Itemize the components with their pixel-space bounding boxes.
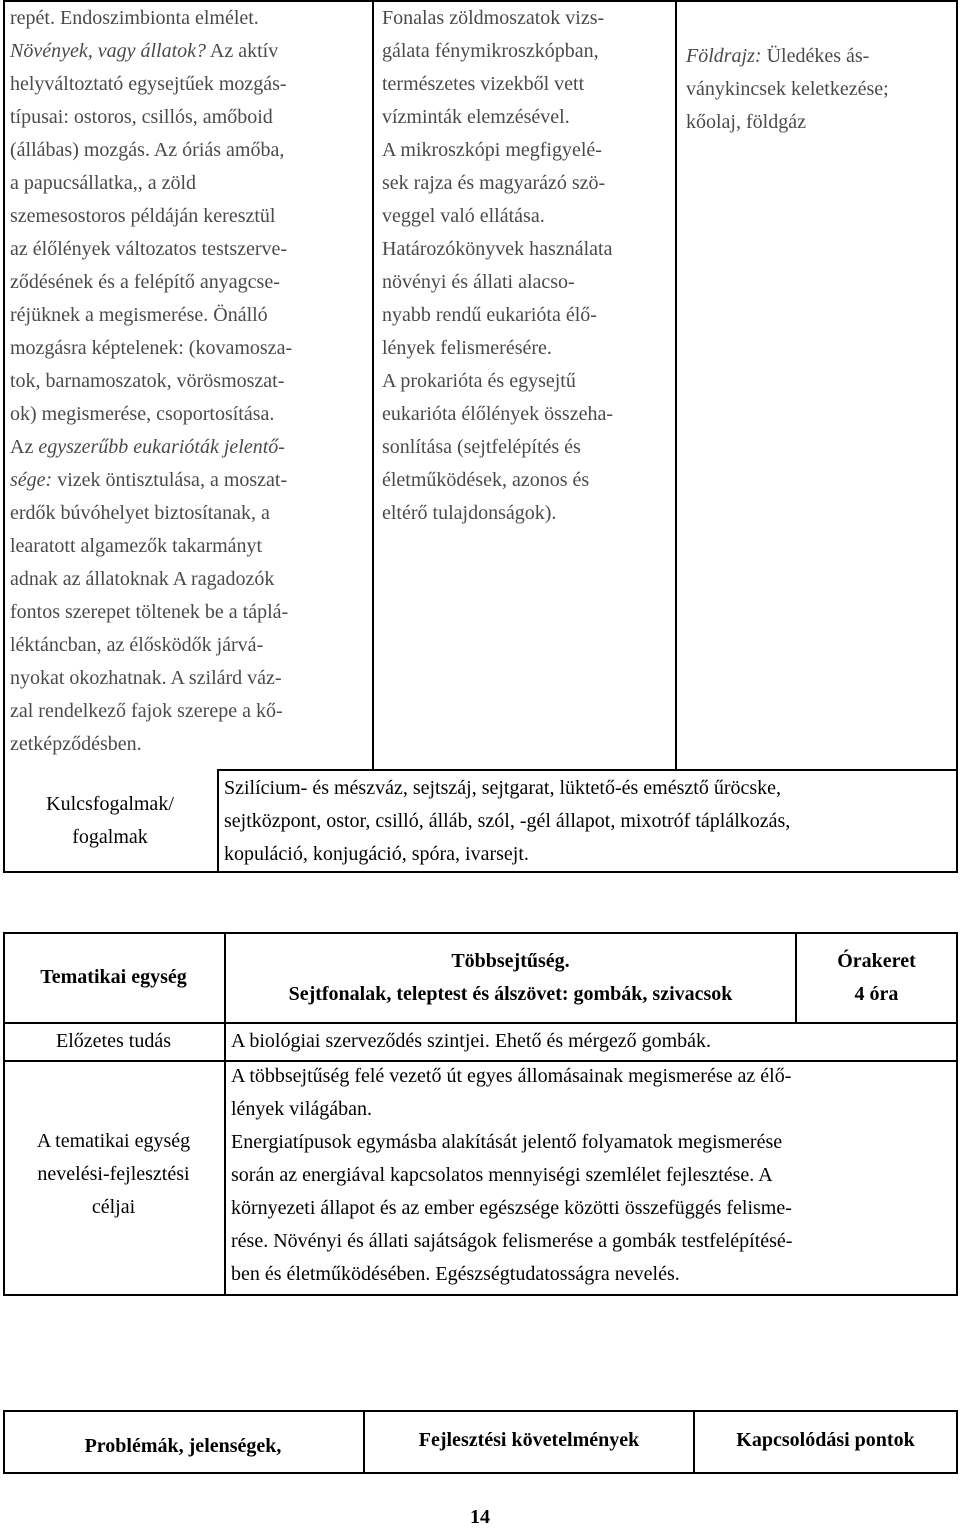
- content-column: [10, 2, 368, 761]
- tematikai-title: [226, 945, 795, 1011]
- activities-line: A mikroszkópi megfigyelé-: [382, 139, 602, 161]
- content-line: Az egyszerűbb eukarióták jelentő-: [10, 436, 285, 458]
- activities-line: Fonalas zöldmoszatok vizs-: [382, 7, 605, 29]
- activities-line: nyabb rendű eukarióta élő-: [382, 304, 597, 326]
- header-fejlesztesi-kovetelmenyek: Fejlesztési követelmények: [418, 1429, 640, 1451]
- content-line: a papucsállatka,, a zöld: [10, 172, 197, 194]
- celjai-label-line2: nevelési-fejlesztési: [37, 1163, 190, 1185]
- activities-line: vízminták elemzésével.: [382, 106, 570, 128]
- activities-line: Határozókönyvek használata: [382, 238, 613, 260]
- celjai-label-line1: A tematikai egység: [36, 1130, 191, 1152]
- header-kapcsolodasi-pontok: Kapcsolódási pontok: [736, 1429, 915, 1451]
- kulcsfogalmak-line3: kopuláció, konjugáció, spóra, ivarsejt.: [224, 843, 529, 865]
- connections-line: ványkincsek keletkezése;: [686, 78, 889, 100]
- content-line: sége: vizek öntisztulása, a moszat-: [10, 469, 288, 491]
- celjai-line: során az energiával kapcsolatos mennyiségi szemlélet fejlesztése. A: [231, 1164, 773, 1186]
- connections-column: [686, 40, 954, 139]
- celjai-line: lények világában.: [231, 1098, 373, 1120]
- content-line: helyváltoztató egysejtűek mozgás-: [10, 73, 287, 95]
- kulcsfogalmak-label: [3, 788, 217, 854]
- header-problemak: Problémák, jelenségek,: [84, 1435, 282, 1457]
- celjai-label-line3: céljai: [91, 1196, 136, 1218]
- content-line: (állábas) mozgás. Az óriás amőba,: [10, 139, 285, 161]
- content-line: fontos szerepet töltenek be a táplá-: [10, 601, 289, 623]
- activities-line: eukarióta élőlények összeha-: [382, 403, 614, 425]
- page-number: 14: [470, 1506, 490, 1528]
- activities-line: lények felismerésére.: [382, 337, 552, 359]
- activities-line: gálata fénymikroszkópban,: [382, 40, 599, 62]
- kulcsfogalmak-label-line2: fogalmak: [72, 826, 148, 848]
- kulcsfogalmak-line2: sejtközpont, ostor, csilló, álláb, szól, -gél állapot, mixotróf táplálkozás,: [224, 810, 791, 832]
- celjai-line: rése. Növényi és állati sajátságok felismerése a gombák testfelépítésé-: [231, 1230, 793, 1252]
- content-line: repét. Endoszimbionta elmélet.: [10, 7, 259, 29]
- content-line: tok, barnamoszatok, vörösmoszat-: [10, 370, 285, 392]
- content-line: réjüknek a megismerése. Önálló: [10, 304, 268, 326]
- activities-line: veggel való ellátása.: [382, 205, 545, 227]
- celjai-line: A többsejtűség felé vezető út egyes állomásainak megismerése az élő-: [231, 1065, 792, 1087]
- content-line: mozgásra képtelenek: (kovamosza-: [10, 337, 293, 359]
- celjai-line: ben és életműködésében. Egészségtudatosságra nevelés.: [231, 1263, 680, 1285]
- tematikai-title-line2: Sejtfonalak, teleptest és álszövet: gombák, szivacsok: [288, 983, 733, 1005]
- tematikai-egyseg-label: Tematikai egység: [40, 966, 187, 988]
- activities-line: eltérő tulajdonságok).: [382, 502, 557, 524]
- connections-line: kőolaj, földgáz: [686, 111, 806, 133]
- activities-line: természetes vizekből vett: [382, 73, 585, 95]
- content-line: léktáncban, az élősködők járvá-: [10, 634, 264, 656]
- activities-line: növényi és állati alacso-: [382, 271, 575, 293]
- activities-line: sonlítása (sejtfelépítés és: [382, 436, 581, 458]
- orakeret-value: 4 óra: [854, 983, 899, 1005]
- content-line: nyokat okozhatnak. A szilárd váz-: [10, 667, 282, 689]
- content-line: zetképződésben.: [10, 733, 142, 755]
- kulcsfogalmak-line1: Szilícium- és mészváz, sejtszáj, sejtgarat, lüktető-és emésztő űröcske,: [224, 777, 782, 799]
- content-line: Növények, vagy állatok? Az aktív: [10, 40, 279, 62]
- celjai-label: [3, 1125, 224, 1224]
- kulcsfogalmak-text: [224, 772, 954, 871]
- content-line: szemesostoros példáján keresztül: [10, 205, 276, 227]
- celjai-line: Energiatípusok egymásba alakítását jelentő folyamatok megismerése: [231, 1131, 783, 1153]
- orakeret-label: Órakeret: [837, 950, 916, 972]
- activities-line: sek rajza és magyarázó szö-: [382, 172, 606, 194]
- celjai-line: környezeti állapot és az ember egészsége közötti összefüggés felisme-: [231, 1197, 792, 1219]
- content-line: típusai: ostoros, csillós, amőboid: [10, 106, 273, 128]
- activities-line: életműködések, azonos és: [382, 469, 590, 491]
- connections-line: Földrajz: Üledékes ás-: [686, 45, 870, 67]
- activities-line: A prokarióta és egysejtű: [382, 370, 576, 392]
- activities-column: [382, 2, 672, 530]
- tematikai-title-line1: Többsejtűség.: [451, 950, 570, 972]
- content-line: erdők búvóhelyet biztosítanak, a: [10, 502, 270, 524]
- content-line: adnak az állatoknak A ragadozók: [10, 568, 275, 590]
- content-line: learatott algamezők takarmányt: [10, 535, 263, 557]
- orakeret: [797, 945, 956, 1011]
- content-line: ok) megismerése, csoportosítása.: [10, 403, 275, 425]
- celjai-text: [231, 1060, 953, 1291]
- elozetes-tudas-label: Előzetes tudás: [56, 1030, 171, 1052]
- content-line: zal rendelkező fajok szerepe a kő-: [10, 700, 283, 722]
- content-line: ződésének és a felépítő anyagcse-: [10, 271, 280, 293]
- content-line: az élőlények változatos testszerve-: [10, 238, 288, 260]
- elozetes-tudas-text: A biológiai szerveződés szintjei. Ehető és mérgező gombák.: [231, 1030, 712, 1052]
- kulcsfogalmak-label-line1: Kulcsfogalmak/: [46, 793, 174, 815]
